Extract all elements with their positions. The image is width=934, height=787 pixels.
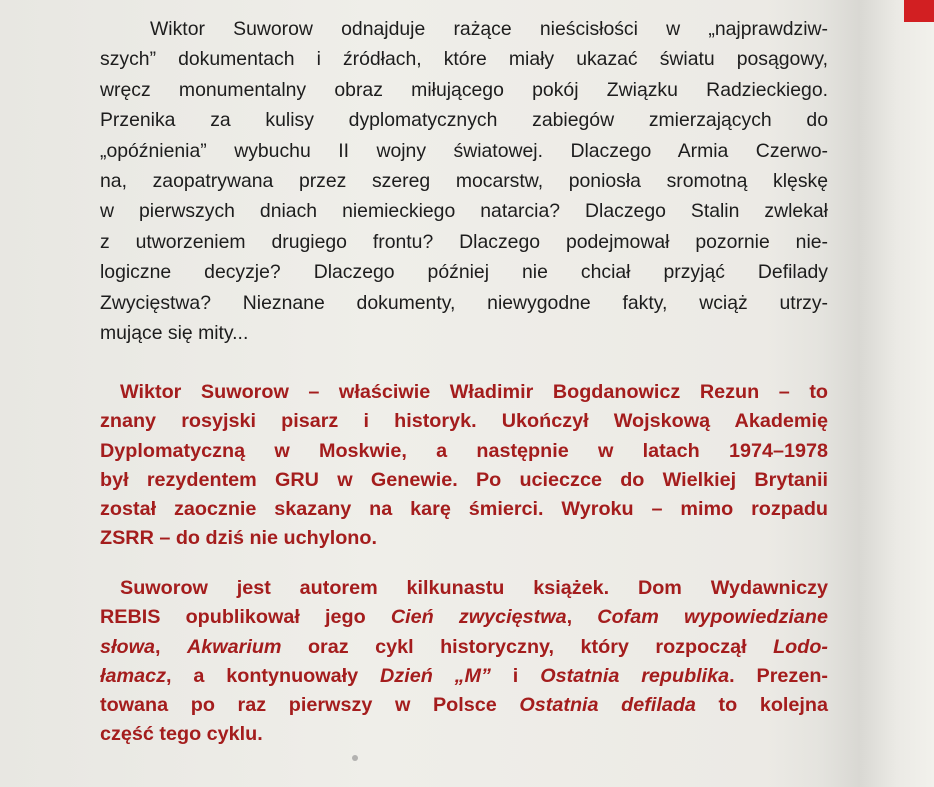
book-title: słowa bbox=[100, 635, 155, 658]
books-line: łamacz, a kontynuowały Dzień „M” i Ostatnia republika. Prezen- bbox=[100, 664, 828, 687]
book-title: Lodo- bbox=[773, 635, 829, 658]
intro-line: Przenika za kulisy dyplomatycznych zabiegów zmierzających do bbox=[100, 109, 828, 132]
intro-line: na, zaopatrywana przez szereg mocarstw, poniosła sromotną klęskę bbox=[100, 170, 828, 193]
bio-line: znany rosyjski pisarz i historyk. Ukończył Wojskową Akademię bbox=[100, 410, 828, 433]
bio-line: został zaocznie skazany na karę śmierci. Wyroku – mimo rozpadu bbox=[100, 498, 828, 521]
bio-line: ZSRR – do dziś nie uchylono. bbox=[100, 527, 377, 550]
bio-line: Wiktor Suworow – właściwie Władimir Bogdanowicz Rezun – to bbox=[120, 381, 828, 403]
red-spine-corner bbox=[904, 0, 934, 22]
book-title: Dzień „M” bbox=[380, 664, 491, 687]
books-line: część tego cyklu. bbox=[100, 723, 263, 746]
intro-line: z utworzeniem drugiego frontu? Dlaczego podejmował pozornie nie- bbox=[100, 230, 828, 253]
intro-line: Wiktor Suworow odnajduje rażące nieścisłości w „najprawdziw- bbox=[150, 18, 828, 40]
books-line: słowa, Akwarium oraz cykl historyczny, który rozpoczął Lodo- bbox=[100, 635, 829, 658]
book-title: Ostatnia defilada bbox=[519, 694, 696, 717]
intro-line: „opóźnienia” wybuchu II wojny światowej. Dlaczego Armia Czerwo- bbox=[100, 139, 828, 162]
books-line: towana po raz pierwszy w Polsce Ostatnia defilada to kolejna bbox=[100, 694, 829, 717]
books-line: Suworow jest autorem kilkunastu książek. Dom Wydawniczy bbox=[120, 577, 828, 599]
author-bio-paragraph bbox=[100, 378, 828, 554]
intro-line: w pierwszych dniach niemieckiego natarcia? Dlaczego Stalin zwlekał bbox=[100, 200, 828, 223]
bio-line: był rezydentem GRU w Genewie. Po ucieczce do Wielkiej Brytanii bbox=[100, 468, 828, 491]
intro-paragraph bbox=[100, 14, 828, 348]
books-line: REBIS opublikował jego Cień zwycięstwa, Cofam wypowiedziane bbox=[100, 606, 828, 629]
author-books-paragraph bbox=[100, 574, 828, 750]
book-title: łamacz bbox=[100, 664, 166, 687]
intro-line: mujące się mity... bbox=[100, 322, 249, 345]
intro-line: wręcz monumentalny obraz miłującego pokój Związku Radzieckiego. bbox=[100, 78, 828, 101]
book-title: Akwarium bbox=[186, 635, 282, 658]
bio-line: Dyplomatyczną w Moskwie, a następnie w latach 1974–1978 bbox=[100, 439, 828, 462]
paper-speck bbox=[352, 755, 358, 761]
book-title: Cień zwycięstwa bbox=[390, 606, 567, 629]
book-title: Cofam wypowiedziane bbox=[597, 606, 828, 629]
intro-line: szych” dokumentach i źródłach, które miały ukazać światu posągowy, bbox=[100, 48, 828, 71]
intro-line: Zwycięstwa? Nieznane dokumenty, niewygodne fakty, wciąż utrzy- bbox=[100, 291, 828, 314]
intro-line: logiczne decyzje? Dlaczego później nie chciał przyjąć Defilady bbox=[100, 261, 828, 284]
book-title: Ostatnia republika bbox=[540, 664, 730, 687]
